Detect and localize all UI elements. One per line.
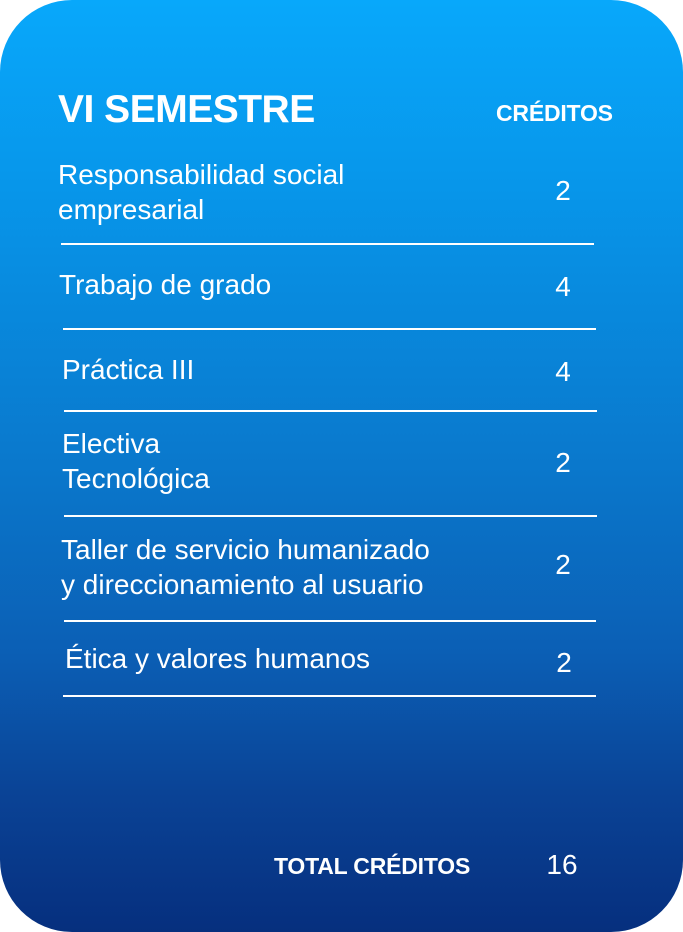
course-name-line: Trabajo de grado bbox=[59, 269, 272, 300]
credits-column-header: CRÉDITOS bbox=[496, 100, 613, 126]
row-divider bbox=[61, 243, 594, 245]
course-name bbox=[59, 267, 271, 302]
row-divider bbox=[64, 410, 597, 412]
course-name-line: y direccionamiento al usuario bbox=[61, 569, 424, 600]
row-divider bbox=[63, 695, 596, 697]
row-divider bbox=[63, 328, 596, 330]
course-credits: 4 bbox=[555, 271, 571, 302]
course-credits: 2 bbox=[556, 647, 572, 678]
course-name bbox=[65, 641, 370, 676]
course-name bbox=[62, 426, 210, 496]
course-name-line: Electiva bbox=[62, 428, 161, 459]
row-divider bbox=[64, 620, 596, 622]
course-name-line: Responsabilidad social bbox=[58, 159, 345, 190]
course-credits: 2 bbox=[555, 447, 571, 478]
total-credits-value: 16 bbox=[546, 849, 578, 880]
course-credits: 2 bbox=[555, 175, 571, 206]
course-name bbox=[61, 532, 430, 602]
course-name-line: Taller de servicio humanizado bbox=[61, 534, 430, 565]
course-credits: 4 bbox=[555, 356, 571, 387]
course-name bbox=[58, 157, 344, 227]
course-name bbox=[62, 352, 194, 387]
total-credits-label: TOTAL CRÉDITOS bbox=[274, 853, 471, 879]
row-divider bbox=[64, 515, 597, 517]
course-credits: 2 bbox=[555, 549, 571, 580]
semester-title: VI SEMESTRE bbox=[58, 88, 315, 131]
course-name-line: Práctica III bbox=[62, 354, 195, 385]
course-name-line: Ética y valores humanos bbox=[65, 643, 371, 674]
course-name-line: Tecnológica bbox=[62, 463, 210, 494]
course-name-line: empresarial bbox=[58, 194, 205, 225]
